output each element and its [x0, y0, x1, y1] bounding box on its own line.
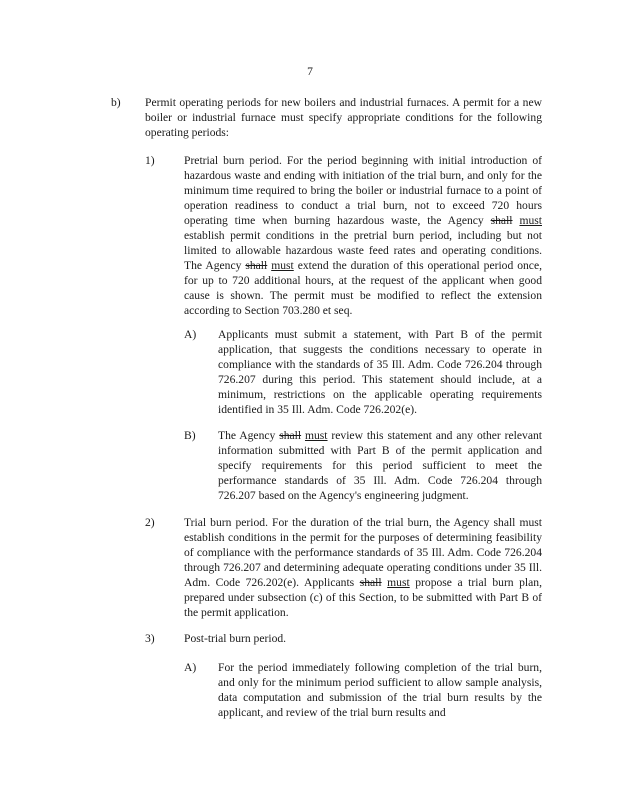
item-1-sub-a-label: A) [184, 328, 197, 341]
item-1-inserted-1: must [519, 214, 542, 227]
item-2-text-b: propose a trial burn plan, prepared under subsection (c) of this Section, to be submitted with Part B of the permit application. [184, 576, 542, 619]
item-1-sub-b-inserted: must [304, 429, 328, 442]
item-1-sub-b-text-b: review this statement and any other relevant information submitted with Part B of the permit application and specify requirements for this period sufficient to meet the performance standards of 35 Ill. Adm. Code 726.204 through 726.207 based on the Agency's engineering judgment. [218, 429, 542, 502]
item-1-struck-1: shall [490, 214, 513, 227]
item-2-inserted: must [387, 576, 410, 589]
item-3-sub-a-label: A) [184, 661, 197, 674]
item-2-text-a: For the duration of the trial burn, the Agency shall must establish conditions in the permit for the purposes of determining feasibility of compliance with the performance standards of 35 Ill. Adm. Code 726.204 through 726.207 and determining adequate operating conditions under 35 Ill. Adm. Code 726.202(e). Applicants [184, 516, 542, 589]
item-1-text [184, 153, 542, 318]
item-1-sub-b-label: B) [184, 429, 196, 442]
item-1-sub-b-text [218, 428, 542, 503]
item-3-label: 3) [145, 632, 155, 645]
item-1-text-c: extend the duration of this operational period once, for up to 720 additional hours, at the request of the applicant when good cause is shown. The permit must be modified to reflect the extension according to Section 703.280 et seq. [184, 259, 542, 317]
item-2-text [184, 515, 542, 620]
item-1-heading: Pretrial burn period. [184, 154, 282, 167]
section-b-label: b) [111, 96, 121, 109]
item-3-heading: Post-trial burn period. [184, 632, 287, 645]
item-1-sub-a-text: Applicants must submit a statement, with Part B of the permit application, that suggests the conditions necessary to operate in compliance with the standards of 35 Ill. Adm. Code 726.204 through 726.207 during this period. This statement should include, at a minimum, restrictions on the applicable operating requirements identified in 35 Ill. Adm. Code 726.202(e). [218, 328, 542, 416]
item-1-text-b: establish permit conditions in the pretrial burn period, including but not limited to allowable hazardous waste feed rates and operating conditions. The Agency [184, 229, 542, 272]
item-2-heading: Trial burn period. [184, 516, 268, 529]
item-3-sub-a-text: For the period immediately following completion of the trial burn, and only for the minimum period sufficient to allow sample analysis, data computation and submission of the trial burn results by the applicant, and review of the trial burn results and [218, 661, 542, 719]
item-1-text-a: For the period beginning with initial introduction of hazardous waste and ending with initiation of the trial burn, and only for the minimum time required to bring the boiler or industrial furnace to a point of operation readiness to conduct a trial burn, not to exceed 720 hours operating time when burning hazardous waste, the Agency [184, 154, 542, 227]
item-1-inserted-2: must [271, 259, 294, 272]
item-1-sub-b-struck: shall [279, 429, 302, 442]
item-1-label: 1) [145, 154, 155, 167]
page-number: 7 [307, 65, 313, 78]
section-b-text: Permit operating periods for new boilers and industrial furnaces. A permit for a new boiler or industrial furnace must specify appropriate conditions for the following operating periods: [145, 96, 542, 139]
item-1-struck-2: shall [245, 259, 268, 272]
item-1-sub-b-text-a: The Agency [218, 429, 276, 442]
item-2-label: 2) [145, 516, 155, 529]
item-2-struck: shall [359, 576, 382, 589]
